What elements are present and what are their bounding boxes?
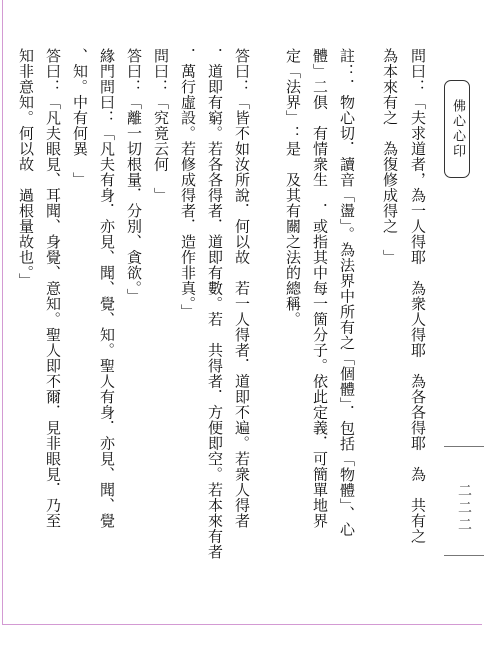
text-column-4: 體」二俱 有情衆生 ．或指其中每一箇分子。依此定義．可簡單地界 (311, 48, 329, 529)
text-column-15: 知非意知。何以故 過根量故也。」 (17, 48, 35, 289)
page-number: 二二二 (456, 482, 472, 534)
text-column-5: 定「法界」：是 及其有關之法的總稱。 (284, 48, 302, 327)
page-border-left (2, 0, 3, 624)
text-column-12: 緣門問曰：「凡夫有身．亦見、聞、覺、知。聖人有身．亦見、聞、覺 (98, 48, 116, 529)
page-number-rule-top (444, 446, 484, 447)
text-column-11: 答曰：「離一切根量．分別、貪欲。」 (125, 48, 143, 304)
book-title-tab (444, 80, 470, 178)
text-column-7: 答曰：「皆不如汝所說．何以故 若一人得者．道即不遍。若衆人得者 (233, 48, 251, 529)
text-column-10: 問曰：「究竟云何 」 (152, 48, 170, 203)
book-title-label: 佛心心印 (450, 99, 465, 159)
text-column-14: 答曰：「凡夫眼見、耳聞、身覺、意知。聖人即不爾．見非眼見．乃至 (44, 48, 62, 529)
text-column-1: 問曰：「夫求道者，為一人得耶 為衆人得耶 為各各得耶 為 共有之 (409, 48, 427, 544)
text-column-9: ．萬行虛設。若修成得者．造作非真。」 (179, 48, 197, 320)
page-number-rule-bottom (444, 555, 484, 556)
text-column-8: ．道即有窮。若各各得者．道即有數。若 共得者．方便即空。若本來有者 (206, 48, 224, 560)
text-column-2: 為本來有之 為復修成得之 」 (381, 48, 399, 265)
text-column-13: 、知。中有何異 」 (71, 48, 89, 188)
page-number-box (444, 446, 484, 556)
text-column-3: 註：．物心切．讀音「盪」。為法界中所有之「個體」．包括「物體」、心 (338, 48, 356, 537)
